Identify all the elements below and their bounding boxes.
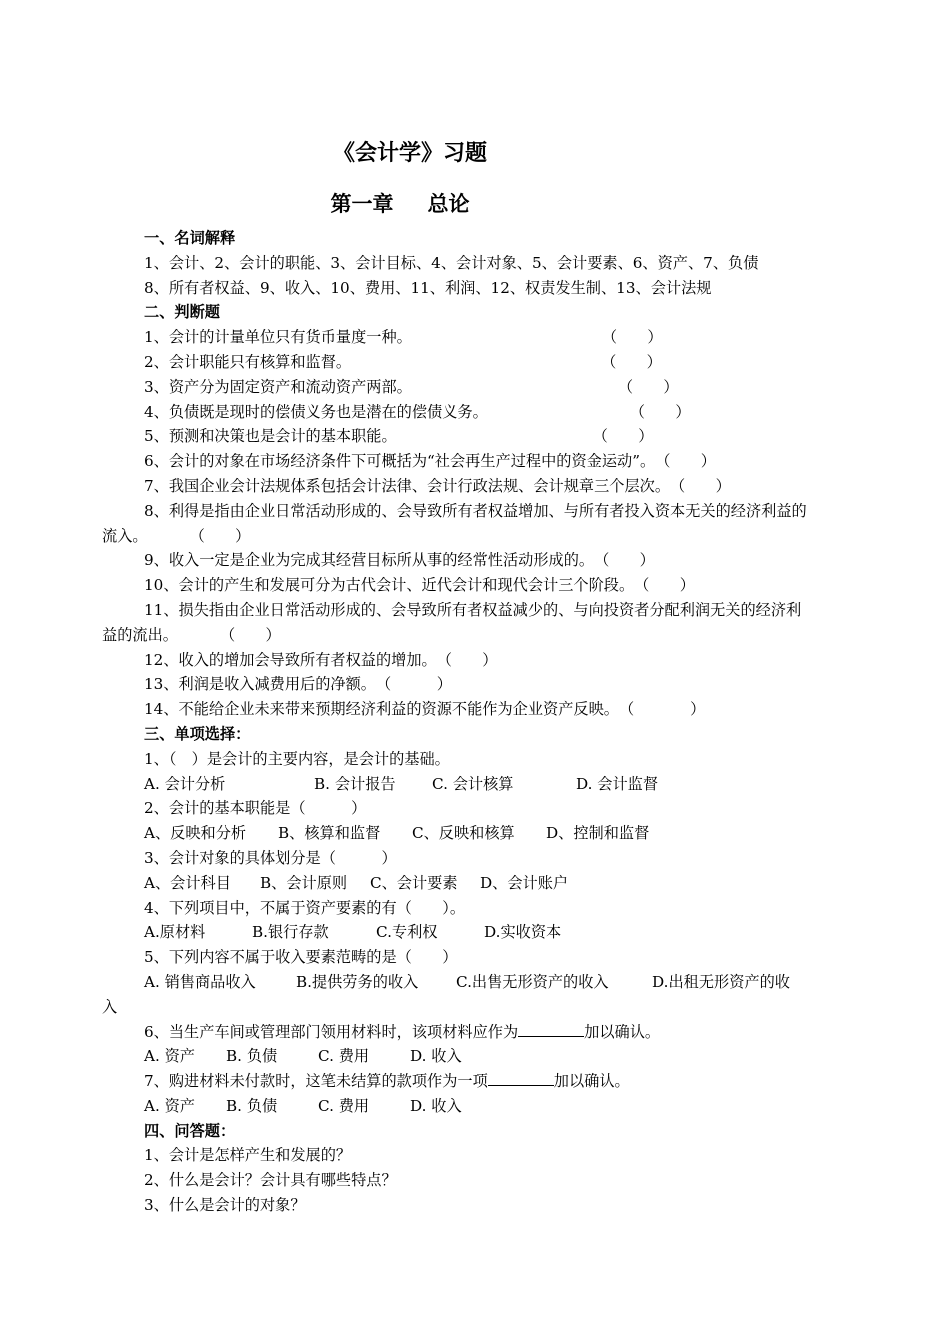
option-c: C、反映和核算 (412, 824, 515, 843)
qa-question-3: 3、什么是会计的对象？ (144, 1196, 306, 1215)
option-d: D、会计账户 (480, 873, 569, 892)
mc-options-7 (102, 1094, 812, 1119)
option-c: C.专利权 (376, 923, 438, 942)
chapter-name: 总论 (427, 191, 470, 216)
mc-question-3: 3、会计对象的具体划分是（ ） (144, 848, 397, 867)
option-b: B.银行存款 (252, 923, 329, 942)
option-c: C.出售无形资产的收入 (456, 972, 609, 991)
mc-question-7: 7、购进材料未付款时，这笔未结算的款项作为一项 加以确认。 (144, 1072, 630, 1091)
mc-options-6 (102, 1044, 812, 1069)
option-b: B、会计原则 (260, 873, 348, 892)
tf-question-3: 3、资产分为固定资产和流动资产两部。 （ ） (102, 375, 812, 400)
option-a: A、反映和分析 (144, 824, 247, 843)
answer-bracket: （ ） (629, 402, 691, 421)
answer-bracket: （ ） (375, 675, 452, 694)
option-a: A. 销售商品收入 (144, 972, 256, 991)
option-c: C. 费用 (318, 1047, 370, 1066)
mc-options-4 (102, 920, 812, 945)
mc-options-5-continued: 入 (102, 997, 118, 1016)
mc-options-5 (102, 970, 812, 995)
terms-line-2: 8、所有者权益、9、收入、10、费用、11、利润、12、权责发生制、13、会计法规 (144, 278, 712, 297)
answer-bracket-open: （ (618, 700, 635, 719)
tf-question-11: 11、损失指由企业日常活动形成的、会导致所有者权益减少的、与向投资者分配利润无关的经济利益的流出。 （ ） (102, 598, 812, 648)
option-d: D.实收资本 (484, 923, 562, 942)
answer-bracket: （ ） (601, 328, 663, 347)
mc-options-1 (102, 772, 812, 797)
mc-question-4: 4、下列项目中，不属于资产要素的有（ ）。 (144, 898, 466, 917)
qa-question-1: 1、会计是怎样产生和发展的？ (144, 1146, 352, 1165)
option-a: A. 资产 (144, 1096, 195, 1115)
document-title: 《会计学》习题 (332, 140, 487, 166)
option-c: C. 会计核算 (432, 774, 514, 793)
tf-question-12: 12、收入的增加会导致所有者权益的增加。（ ） (102, 648, 812, 673)
mc-options-2 (102, 821, 812, 846)
option-a: A. 资产 (144, 1047, 195, 1066)
tf-question-2: 2、会计职能只有核算和监督。 （ ） (102, 350, 812, 375)
tf-question-8: 8、利得是指由企业日常活动形成的、会导致所有者权益增加、与所有者投入资本无关的经济利益的流入。 （ ） (102, 499, 812, 549)
answer-bracket: （ ） (634, 576, 695, 595)
option-a: A.原材料 (144, 923, 206, 942)
tf-question-14: 14、不能给企业未来带来预期经济利益的资源不能作为企业资产反映。（ ） (102, 697, 812, 722)
answer-blank (488, 1071, 554, 1086)
document-body (102, 226, 812, 1218)
terms-line-1: 1、会计、2、会计的职能、3、会计目标、4、会计对象、5、会计要素、6、资产、7、负债 (144, 253, 759, 272)
option-c: C. 费用 (318, 1096, 370, 1115)
option-d: D、控制和监督 (546, 824, 650, 843)
section-heading-true-false: 二、判断题 (144, 303, 220, 322)
mc-question-5: 5、下列内容不属于收入要素范畴的是（ ） (144, 948, 458, 967)
tf-question-7: 7、我国企业会计法规体系包括会计法律、会计行政法规、会计规章三个层次。（ ） (102, 474, 812, 499)
mc-question-2: 2、会计的基本职能是（ ） (144, 799, 367, 818)
answer-bracket: （ ） (592, 427, 654, 446)
option-d: D. 会计监督 (576, 774, 659, 793)
section-heading-short-answer: 四、问答题： (144, 1121, 236, 1140)
option-a: A、会计科目 (144, 873, 231, 892)
answer-bracket: （ ） (655, 452, 716, 471)
tf-question-13: 13、利润是收入减费用后的净额。（ ） (102, 672, 812, 697)
qa-question-2: 2、什么是会计？会计具有哪些特点？ (144, 1171, 397, 1190)
option-d: D.出租无形资产的收 (652, 972, 790, 991)
option-b: B. 负债 (226, 1047, 278, 1066)
option-d: D. 收入 (410, 1096, 462, 1115)
answer-bracket: （ ） (219, 625, 281, 644)
option-b: B. 负债 (226, 1096, 278, 1115)
section-heading-terms: 一、名词解释 (144, 229, 236, 247)
option-b: B、核算和监督 (278, 824, 381, 843)
answer-bracket: （ ） (594, 551, 655, 570)
answer-bracket: （ ） (670, 476, 731, 495)
mc-options-3 (102, 871, 812, 896)
answer-bracket: （ ） (436, 650, 498, 669)
option-a: A. 会计分析 (144, 774, 226, 793)
tf-question-1: 1、会计的计量单位只有货币量度一种。 （ ） (102, 325, 812, 350)
tf-question-4: 4、负债既是现时的偿债义务也是潜在的偿债义务。 （ ） (102, 400, 812, 425)
tf-question-9: 9、收入一定是企业为完成其经营目标所从事的经常性活动形成的。（ ） (102, 548, 812, 573)
chapter-heading (0, 188, 800, 218)
tf-question-6: 6、会计的对象在市场经济条件下可概括为“社会再生产过程中的资金运动”。（ ） (102, 449, 812, 474)
option-d: D. 收入 (410, 1047, 462, 1066)
option-b: B. 会计报告 (314, 774, 396, 793)
mc-question-1: 1、（ ）是会计的主要内容，是会计的基础。 (144, 749, 450, 768)
answer-bracket-close: ） (690, 700, 706, 719)
answer-blank (518, 1022, 584, 1037)
option-b: B.提供劳务的收入 (296, 972, 419, 991)
answer-bracket: （ ） (617, 377, 679, 396)
answer-bracket: （ ） (189, 526, 251, 545)
section-heading-single-choice: 三、单项选择： (144, 724, 251, 743)
chapter-number: 第一章 (330, 191, 394, 216)
mc-question-6: 6、当生产车间或管理部门领用材料时，该项材料应作为 加以确认。 (144, 1022, 661, 1041)
answer-bracket: （ ） (601, 352, 662, 371)
tf-question-5: 5、预测和决策也是会计的基本职能。 （ ） (102, 424, 812, 449)
tf-question-10: 10、会计的产生和发展可分为古代会计、近代会计和现代会计三个阶段。（ ） (102, 573, 812, 598)
option-c: C、会计要素 (370, 873, 458, 892)
